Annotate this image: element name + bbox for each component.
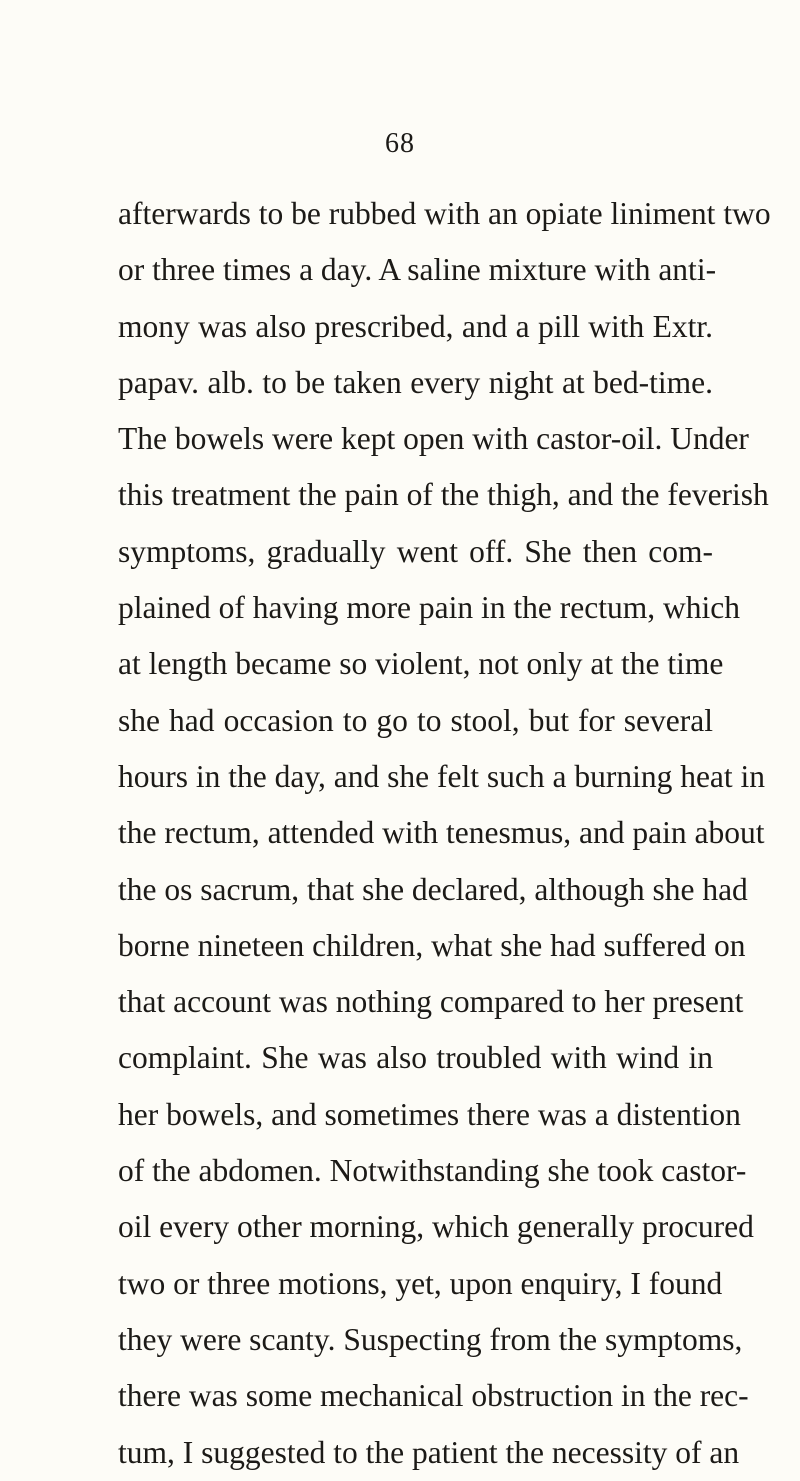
text-line: two or three motions, yet, upon enquiry, I found bbox=[118, 1265, 723, 1301]
body-text bbox=[118, 186, 771, 1481]
text-line: afterwards to be rubbed with an opiate liniment two bbox=[118, 196, 771, 231]
text-line: mony was also prescribed, and a pill with Extr. bbox=[118, 308, 713, 344]
text-line: that account was nothing compared to her present bbox=[118, 984, 744, 1020]
text-line: of the abdomen. Notwithstanding she took castor- bbox=[118, 1153, 747, 1189]
text-line: this treatment the pain of the thigh, and the feverish bbox=[118, 477, 769, 513]
text-line: her bowels, and sometimes there was a distention bbox=[118, 1096, 741, 1132]
page-number: 68 bbox=[385, 128, 415, 159]
text-line: the os sacrum, that she declared, although she had bbox=[118, 871, 748, 907]
text-line: there was some mechanical obstruction in the rec- bbox=[118, 1378, 749, 1414]
text-line: or three times a day. A saline mixture with anti- bbox=[118, 252, 717, 288]
text-line: tum, I suggested to the patient the necessity of an bbox=[118, 1434, 740, 1470]
text-line: borne nineteen children, what she had suffered on bbox=[118, 927, 746, 963]
text-line: complaint. She was also troubled with wind in bbox=[118, 1040, 713, 1076]
text-line: they were scanty. Suspecting from the symptoms, bbox=[118, 1321, 743, 1357]
text-line: she had occasion to go to stool, but for several bbox=[118, 702, 713, 738]
text-line: the rectum, attended with tenesmus, and pain about bbox=[118, 815, 765, 851]
text-line: at length became so violent, not only at the time bbox=[118, 646, 724, 682]
text-line: oil every other morning, which generally procured bbox=[118, 1209, 754, 1245]
text-line: papav. alb. to be taken every night at bed-time. bbox=[118, 364, 713, 400]
text-line: The bowels were kept open with castor-oil. Under bbox=[118, 421, 749, 457]
text-line: plained of having more pain in the rectum, which bbox=[118, 590, 740, 626]
text-line: symptoms, gradually went off. She then com- bbox=[118, 533, 713, 569]
text-line: hours in the day, and she felt such a burning heat in bbox=[118, 758, 766, 794]
